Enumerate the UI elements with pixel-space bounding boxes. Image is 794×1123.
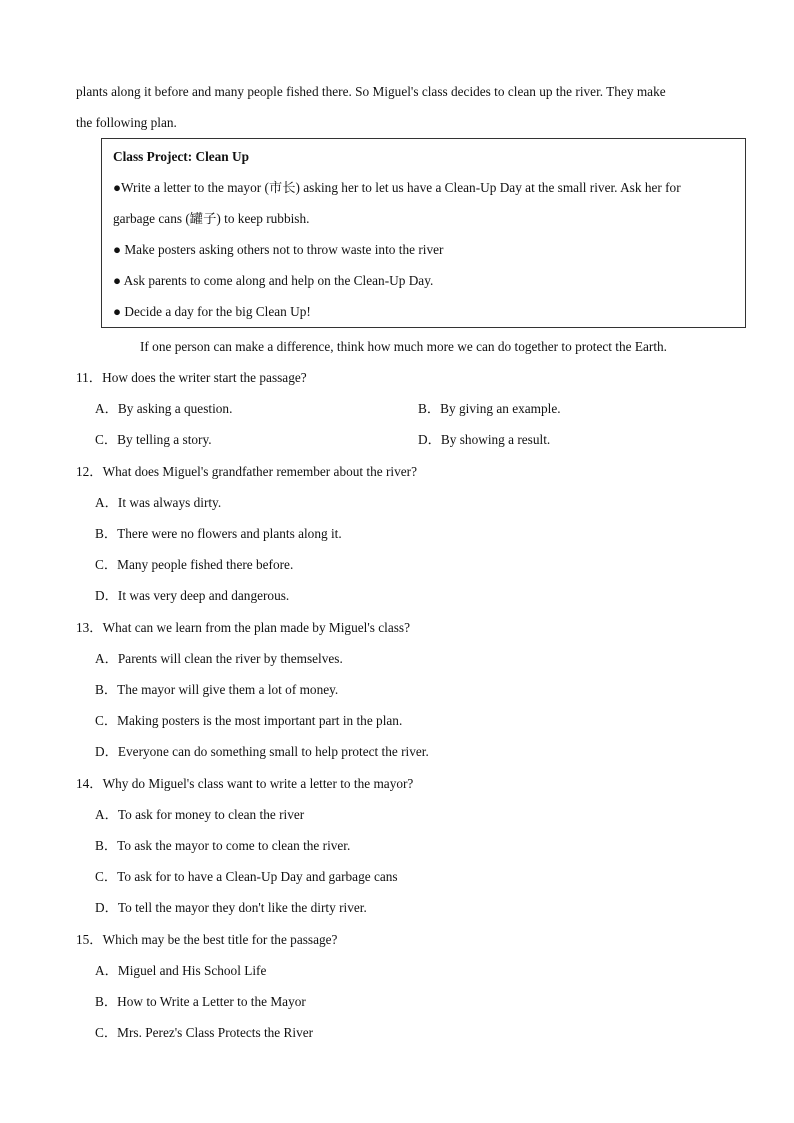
- question-13-option-d[interactable]: D．Everyone can do something small to help protect the river.: [95, 744, 429, 759]
- question-11-option-d[interactable]: D．By showing a result.: [418, 432, 551, 447]
- question-11-option-c[interactable]: C．By telling a story.: [95, 432, 212, 447]
- intro-line-1: plants along it before and many people fished there. So Miguel's class decides to clean up the river. They make: [76, 84, 666, 99]
- question-13-option-b[interactable]: B．The mayor will give them a lot of money.: [95, 682, 339, 697]
- plan-bullet-posters: ● Make posters asking others not to throw waste into the river: [113, 242, 444, 257]
- question-12-option-b[interactable]: B．There were no flowers and plants along it.: [95, 526, 342, 541]
- question-14-option-c[interactable]: C．To ask for to have a Clean-Up Day and garbage cans: [95, 869, 398, 884]
- question-14-option-a[interactable]: A．To ask for money to clean the river: [95, 807, 305, 822]
- class-project-box: [101, 138, 746, 328]
- question-12-option-a[interactable]: A．It was always dirty.: [95, 495, 222, 510]
- question-14-option-d[interactable]: D．To tell the mayor they don't like the dirty river.: [95, 900, 367, 915]
- plan-bullet-letter: ●Write a letter to the mayor (市长) asking her to let us have a Clean-Up Day at the small river. Ask her for: [113, 180, 681, 195]
- intro-line-2: the following plan.: [76, 115, 177, 130]
- plan-bullet-parents: ● Ask parents to come along and help on the Clean-Up Day.: [113, 273, 434, 288]
- plan-title: Class Project: Clean Up: [113, 149, 250, 164]
- plan-bullet-letter-cont: garbage cans (罐子) to keep rubbish.: [113, 211, 310, 226]
- plan-bullet-day: ● Decide a day for the big Clean Up!: [113, 304, 311, 319]
- question-13-stem: 13．What can we learn from the plan made by Miguel's class?: [76, 620, 410, 635]
- question-15-option-a[interactable]: A．Miguel and His School Life: [95, 963, 267, 978]
- question-12-stem: 12．What does Miguel's grandfather remember about the river?: [76, 464, 417, 479]
- question-14-option-b[interactable]: B．To ask the mayor to come to clean the river.: [95, 838, 351, 853]
- question-12-option-d[interactable]: D．It was very deep and dangerous.: [95, 588, 290, 603]
- question-11-option-b[interactable]: B．By giving an example.: [418, 401, 561, 416]
- question-14-stem: 14．Why do Miguel's class want to write a letter to the mayor?: [76, 776, 414, 791]
- question-13-option-c[interactable]: C．Making posters is the most important part in the plan.: [95, 713, 403, 728]
- question-15-stem: 15．Which may be the best title for the passage?: [76, 932, 338, 947]
- question-13-option-a[interactable]: A．Parents will clean the river by themselves.: [95, 651, 343, 666]
- question-15-option-c[interactable]: C．Mrs. Perez's Class Protects the River: [95, 1025, 314, 1040]
- closing-sentence: If one person can make a difference, think how much more we can do together to protect the Earth.: [140, 339, 667, 354]
- question-15-option-b[interactable]: B．How to Write a Letter to the Mayor: [95, 994, 306, 1009]
- question-11-option-a[interactable]: A．By asking a question.: [95, 401, 233, 416]
- question-12-option-c[interactable]: C．Many people fished there before.: [95, 557, 294, 572]
- question-11-stem: 11．How does the writer start the passage?: [76, 370, 307, 385]
